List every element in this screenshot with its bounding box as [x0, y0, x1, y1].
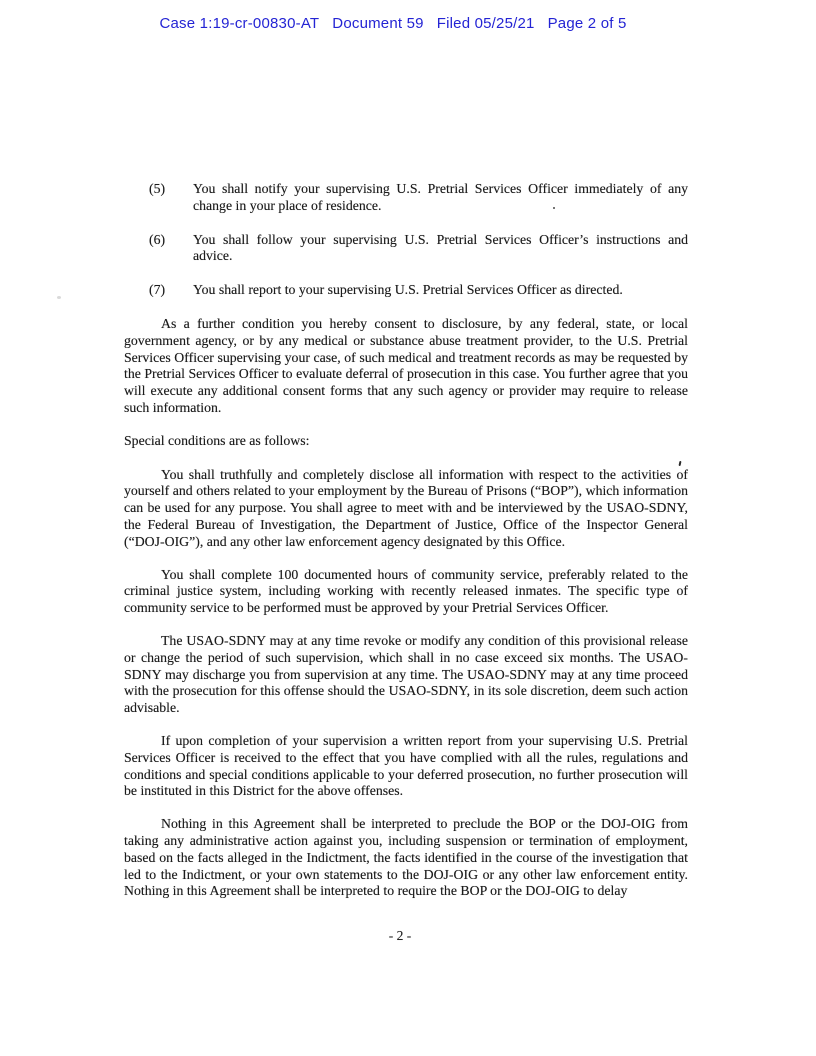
paragraph-community-service: You shall complete 100 documented hours of community service, preferably related to the criminal justice system, including working with recently released inmates. The specific type of community service to be performed must be approved by your Pretrial Services Officer.: [124, 566, 688, 616]
document-number: Document 59: [332, 15, 424, 32]
condition-text: You shall notify your supervising U.S. Pretrial Services Officer immediately of any change in your place of residence.: [193, 181, 688, 213]
paragraph-disclose-activities: You shall truthfully and completely disclose all information with respect to the activities of yourself and others related to your employment by the Bureau of Prisons (“BOP”), which information can be used for any purpose. You shall agree to meet with and be interviewed by the USAO-SDNY, the Federal Bureau of Investigation, the Department of Justice, Office of the Inspector General (“DOJ-OIG”), and any other law enforcement agency designated by this Office.: [124, 466, 688, 549]
paragraph-bop-doj-oig: Nothing in this Agreement shall be interpreted to preclude the BOP or the DOJ-OIG from taking any administrative action against you, including suspension or termination of employment, based on the facts alleged in the Indictment, the facts identified in the course of the investigation that led to the Indictment, or your own statements to the DOJ-OIG or any other law enforcement entity. Nothing in this Agreement shall be interpreted to require the BOP or the DOJ-OIG to delay: [124, 816, 688, 899]
scan-artifact-smudge: [57, 296, 61, 299]
condition-number: (6): [149, 231, 166, 247]
page-indicator: Page 2 of 5: [547, 15, 627, 32]
condition-text: You shall follow your supervising U.S. Pretrial Services Officer’s instructions and advice.: [193, 231, 688, 264]
numbered-condition-7: [124, 282, 688, 299]
filed-date: Filed 05/25/21: [436, 15, 535, 32]
special-conditions-heading: Special conditions are as follows:: [124, 432, 310, 448]
document-body: [124, 181, 688, 916]
numbered-condition-5: [124, 181, 688, 215]
scan-artifact-dot: [553, 207, 555, 209]
case-header-stamp: [0, 15, 801, 32]
numbered-condition-6: [124, 232, 688, 266]
paragraph-completion-report: If upon completion of your supervision a written report from your supervising U.S. Pretrial Services Officer is received to the effect that you have complied with all the rules, regulations and conditions and special conditions applicable to your deferred prosecution, no further prosecution will be instituted in this District for the above offenses.: [124, 732, 688, 799]
case-number: Case 1:19-cr-00830-AT: [159, 15, 320, 32]
condition-number: (5): [149, 181, 166, 196]
condition-number: (7): [149, 282, 166, 298]
paragraph-disclosure-consent: As a further condition you hereby consent to disclosure, by any federal, state, or local government agency, or by any medical or substance abuse treatment provider, to the U.S. Pretrial Services Officer supervising your case, of such medical and treatment records as may be requested by the Pretrial Services Officer to evaluate deferral of prosecution in this case. You further agree that you will execute any additional consent forms that any such agency or provider may require to release such information.: [124, 315, 688, 415]
page-number-footer: - 2 -: [388, 928, 412, 943]
condition-text: You shall report to your supervising U.S. Pretrial Services Officer as directed.: [193, 282, 623, 298]
paragraph-usao-revoke: The USAO-SDNY may at any time revoke or modify any condition of this provisional release or change the period of such supervision, which shall in no case exceed six months. The USAO-SDNY may discharge you from supervision at any time. The USAO-SDNY may at any time proceed with the prosecution for this offense should the USAO-SDNY, in its sole discretion, deem such action advisable.: [124, 632, 688, 716]
